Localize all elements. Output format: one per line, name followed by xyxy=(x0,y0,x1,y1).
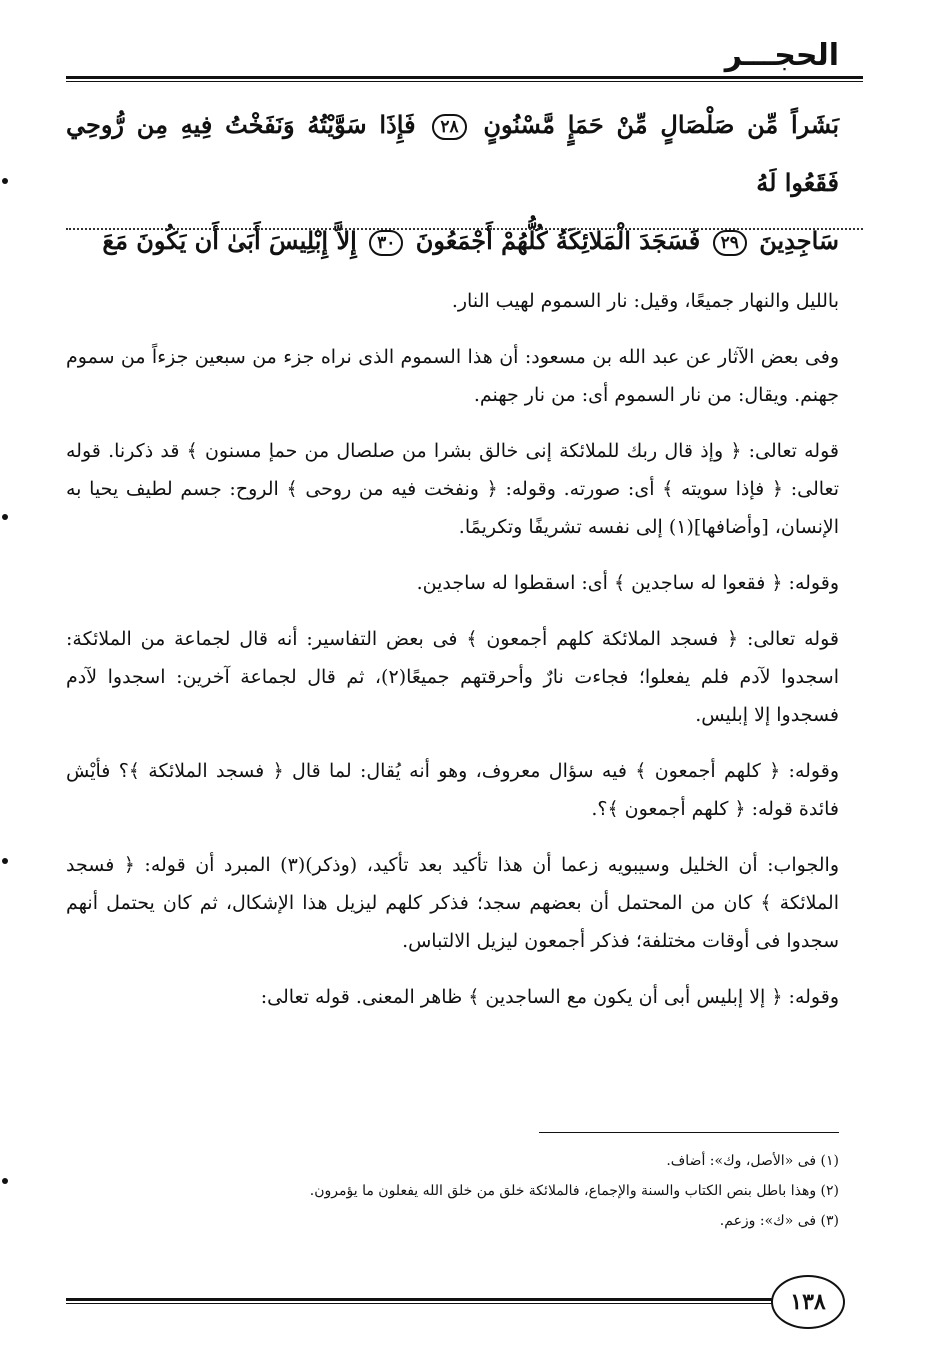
footnote-divider xyxy=(539,1132,839,1133)
paragraph: بالليل والنهار جميعًا، وقيل: نار السموم لهيب النار. xyxy=(451,290,839,312)
scan-edge-mark xyxy=(2,1178,8,1184)
footer-divider xyxy=(66,1298,779,1304)
footnotes xyxy=(66,1146,839,1236)
verse-text: سَاجِدِينَ xyxy=(759,226,839,255)
quran-line-2 xyxy=(66,212,839,270)
footnote: (١) فى «الأصل، وك»: أضاف. xyxy=(666,1153,839,1169)
paragraph: وقوله: ﴿ كلهم أجمعون ﴾ فيه سؤال معروف، وهو أنه يُقال: لما قال ﴿ فسجد الملائكة ﴾؟ فأيْش فائدة قوله: ﴿ كلهم أجمعون ﴾؟. xyxy=(66,760,839,820)
commentary-body xyxy=(66,282,839,1034)
ayah-number-marker: ٣٠ xyxy=(369,230,403,256)
ayah-number-marker: ٢٨ xyxy=(432,114,466,140)
verse-text: فَسَجَدَ الْمَلائِكَةُ كُلُّهُمْ أَجْمَعُونَ xyxy=(415,226,701,255)
surah-header-title: الحجـــر xyxy=(724,38,839,73)
verse-text: بَشَراً مِّن صَلْصَالٍ مِّنْ حَمَإٍ مَّسْنُونٍ xyxy=(483,110,840,139)
verse-text: فَإِذَا سَوَّيْتُهُ وَنَفَخْتُ فِيهِ مِن رُّوحِي فَقَعُوا لَهُ xyxy=(66,110,839,197)
paragraph: قوله تعالى: ﴿ فسجد الملائكة كلهم أجمعون ﴾ فى بعض التفاسير: أنه قال لجماعة من الملائكة: اسجدوا لآدم فلم يفعلوا؛ فجاءت نارٌ وأحرقتهم جميعًا(٢)، ثم قال لجماعة آخرين: اسجدوا لآدم فسجدوا إلا إبليس. xyxy=(66,628,839,726)
footnote: (٢) وهذا باطل بنص الكتاب والسنة والإجماع، فالملائكة خلق من خلق الله يفعلون ما يؤمرون. xyxy=(309,1183,839,1199)
quran-verse-block xyxy=(66,96,839,270)
paragraph: وقوله: ﴿ فقعوا له ساجدين ﴾ أى: اسقطوا له ساجدين. xyxy=(416,572,839,594)
header-divider xyxy=(66,76,863,82)
scan-edge-mark xyxy=(2,178,8,184)
paragraph: وقوله: ﴿ إلا إبليس أبى أن يكون مع الساجدين ﴾ ظاهر المعنى. قوله تعالى: xyxy=(260,986,839,1008)
footnote: (٣) فى «ك»: وزعم. xyxy=(719,1213,839,1229)
verse-separator xyxy=(66,228,863,230)
scan-edge-mark xyxy=(2,514,8,520)
paragraph: وفى بعض الآثار عن عبد الله بن مسعود: أن هذا السموم الذى نراه جزء من سبعين جزءاً من سموم جهنم. ويقال: من نار السموم أى: من نار جهنم. xyxy=(66,346,839,406)
paragraph: قوله تعالى: ﴿ وإذ قال ربك للملائكة إنى خالق بشرا من صلصال من حمإ مسنون ﴾ قد ذكرنا. قوله تعالى: ﴿ فإذا سويته ﴾ أى: صورته. وقوله: ﴿ ونفخت فيه من روحى ﴾ الروح: جسم لطيف يحيا به الإنسان، [وأضافها](١) إلى نفسه تشريفًا وتكريمًا. xyxy=(66,440,839,538)
quran-line-1 xyxy=(66,96,839,212)
scan-edge-mark xyxy=(2,858,8,864)
paragraph: والجواب: أن الخليل وسيبويه زعما أن هذا تأكيد بعد تأكيد، (وذكر)(٣) المبرد أن قوله: ﴿ فسجد الملائكة ﴾ كان من المحتمل أن بعضهم سجد؛ فذكر كلهم ليزيل هذا الإشكال، ثم كان يحتمل أنهم سجدوا فى أوقات مختلفة؛ فذكر أجمعون ليزيل الالتباس. xyxy=(66,854,840,952)
page-number: ١٣٨ xyxy=(771,1275,845,1329)
verse-text: إِلاَّ إِبْلِيسَ أَبَىٰ أَن يَكُونَ مَعَ xyxy=(102,226,357,255)
ayah-number-marker: ٢٩ xyxy=(713,230,747,256)
